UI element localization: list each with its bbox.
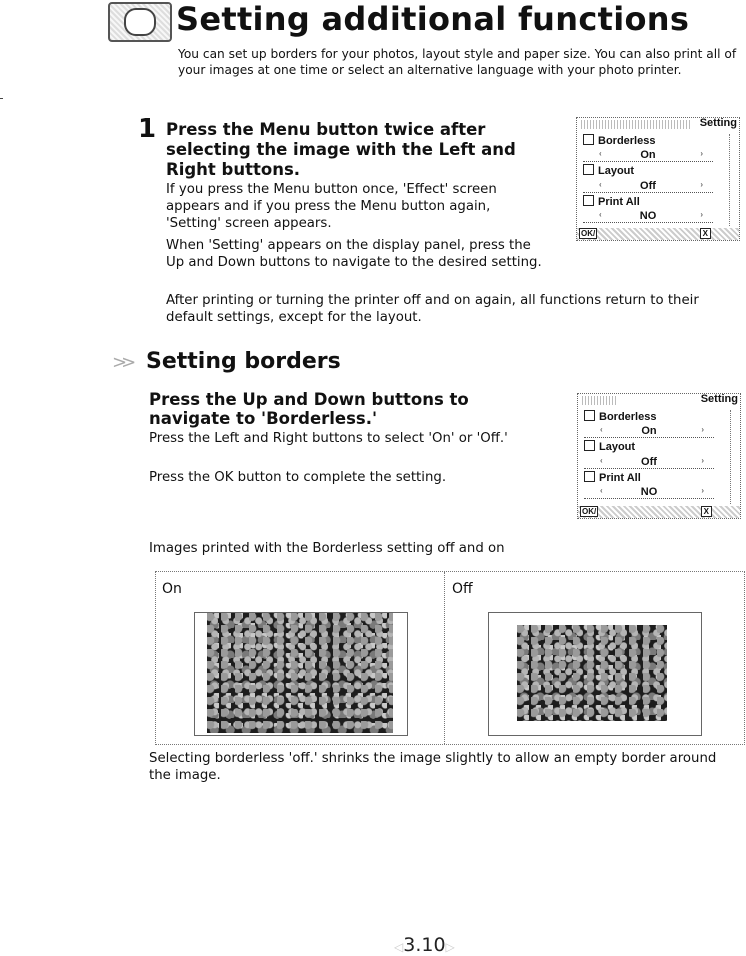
print-all-icon	[584, 471, 595, 482]
layout-icon	[583, 164, 594, 175]
screen-title: Setting	[700, 393, 738, 405]
borderless-icon	[583, 134, 594, 145]
step-heading: Press the Menu button twice after selecting the image with the Left and Right buttons.	[166, 120, 516, 179]
section-paragraph: Press the OK button to complete the setting.	[149, 470, 447, 485]
comparison-divider	[444, 572, 445, 744]
borderless-icon	[584, 410, 595, 421]
step-number: 1	[138, 114, 157, 144]
layout-value: ‹ Off ›	[584, 456, 714, 469]
section-heading: Setting borders	[146, 349, 341, 374]
on-label: On	[162, 581, 182, 597]
step-paragraph: When 'Setting' appears on the display panel, press the Up and Down buttons to navigate to the desired setting.	[166, 238, 542, 270]
menu-item-borderless: Borderless	[583, 134, 733, 147]
page-title: Setting additional functions	[176, 0, 690, 38]
menu-item-borderless: Borderless	[584, 410, 734, 423]
margin-mark	[0, 98, 3, 99]
screen-footer	[577, 228, 739, 240]
borderless-value: ‹ On ›	[584, 425, 714, 438]
borderless-comparison	[155, 571, 745, 745]
borderless-value: ‹ On ›	[583, 149, 713, 162]
comparison-caption: Images printed with the Borderless setting off and on	[149, 541, 505, 556]
chevron-right-icon: >>	[112, 352, 131, 373]
section-subheading: Press the Up and Down buttons to navigate to 'Borderless.'	[149, 390, 469, 428]
off-label: Off	[452, 581, 473, 597]
layout-icon	[584, 440, 595, 451]
layout-value: ‹ Off ›	[583, 180, 713, 193]
photo-with-border	[517, 625, 667, 721]
close-icon: X	[700, 228, 711, 239]
screen-footer	[578, 506, 740, 518]
menu-item-print-all: Print All	[584, 471, 734, 484]
menu-item-layout: Layout	[584, 440, 734, 453]
print-off-frame	[488, 612, 702, 736]
setting-screen-image	[577, 393, 741, 519]
ok-icon: OK/	[581, 229, 596, 238]
step-paragraph: After printing or turning the printer off and on again, all functions return to their default settings, except for the layout.	[166, 293, 699, 325]
scrollbar	[729, 134, 738, 226]
screen-title: Setting	[699, 117, 737, 129]
section-paragraph: Press the Left and Right buttons to select 'On' or 'Off.'	[149, 431, 508, 446]
menu-item-print-all: Print All	[583, 195, 733, 208]
print-on-frame	[194, 612, 408, 736]
step-paragraph: If you press the Menu button once, 'Effect' screen appears and if you press the Menu button again, 'Setting' screen appears.	[166, 182, 497, 231]
photo-borderless	[207, 613, 393, 733]
ok-icon: OK/	[582, 507, 597, 516]
section-icon	[108, 2, 172, 42]
print-all-value: ‹ NO ›	[584, 486, 714, 499]
print-all-icon	[583, 195, 594, 206]
menu-item-layout: Layout	[583, 164, 733, 177]
close-icon: X	[701, 506, 712, 517]
print-all-value: ‹ NO ›	[583, 210, 713, 223]
borderless-note: Selecting borderless 'off.' shrinks the image slightly to allow an empty border around the image.	[149, 751, 717, 783]
setting-screen-image	[576, 117, 740, 241]
page-number: ◁3.10▷	[394, 934, 455, 956]
intro-text: You can set up borders for your photos, layout style and paper size. You can also print all of your images at one time or select an alternative language with your photo printer.	[178, 47, 737, 77]
scrollbar	[730, 410, 739, 504]
